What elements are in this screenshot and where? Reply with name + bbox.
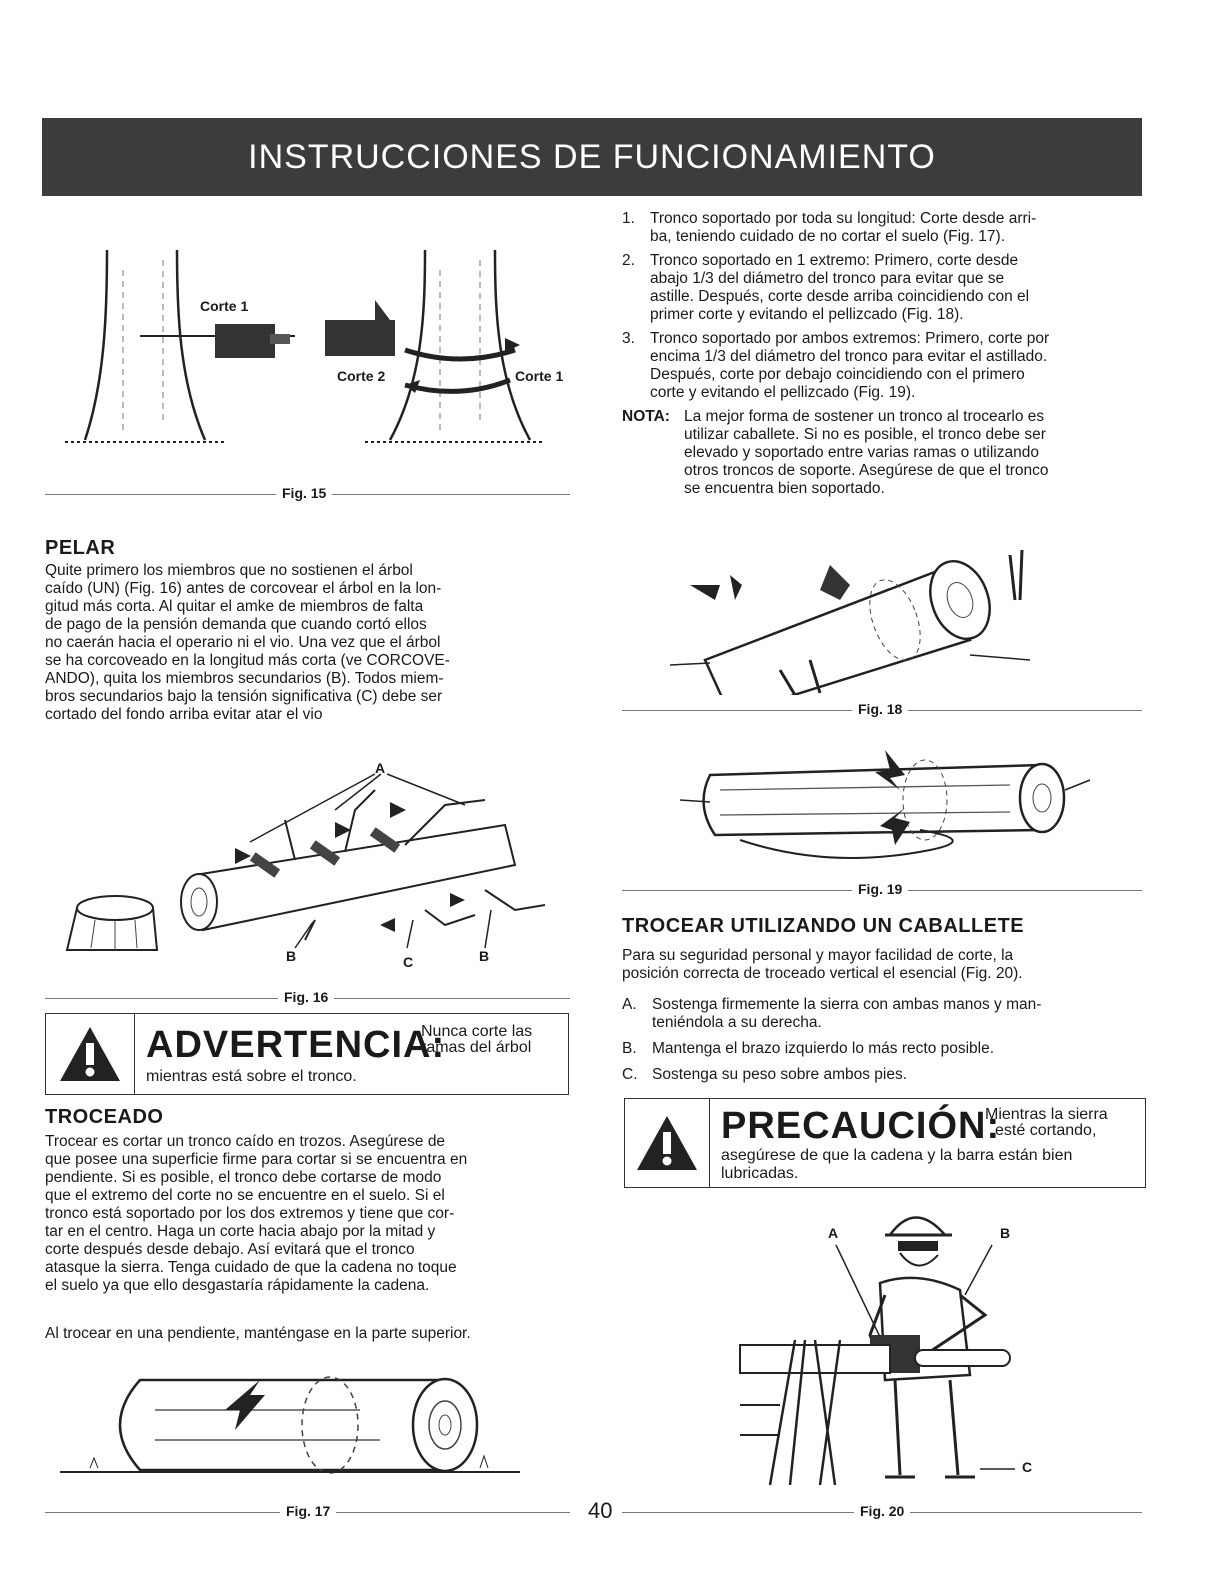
fig17-illustration bbox=[60, 1360, 520, 1490]
advertencia-title: ADVERTENCIA: bbox=[146, 1024, 446, 1066]
item-text bbox=[652, 1066, 907, 1084]
text-line: bros secundarios bajo la tensión significativa (C) debe ser bbox=[45, 688, 443, 705]
nota-block bbox=[622, 408, 1142, 498]
item-text bbox=[652, 1040, 994, 1058]
fig15-label-corte2: Corte 2 bbox=[337, 368, 386, 384]
fig16-label-b-left: B bbox=[286, 948, 297, 964]
advertencia-text-bottom: mientras está sobre el tronco. bbox=[146, 1068, 357, 1085]
fig20-label-c: C bbox=[1022, 1459, 1033, 1475]
text-line: gitud más corta. Al quitar el amke de miembros de falta bbox=[45, 598, 424, 615]
text-line: tar en el centro. Haga un corte hacia abajo por la mitad y bbox=[45, 1223, 436, 1240]
text-line: Tronco soportado por toda su longitud: Corte desde arri- bbox=[650, 210, 1037, 227]
text-line: Sostenga su peso sobre ambos pies. bbox=[652, 1066, 908, 1083]
step-number: 1. bbox=[622, 210, 635, 227]
precaucion-text-bottom bbox=[721, 1147, 1072, 1183]
cutting-steps bbox=[622, 210, 1142, 498]
troceado-heading: TROCEADO bbox=[45, 1106, 164, 1128]
text-line: de pago de la pensión demanda que cuando cortó ellos bbox=[45, 616, 427, 633]
text-line: ba, teniendo cuidado de no cortar el suelo (Fig. 17). bbox=[650, 228, 1006, 245]
fig15-illustration bbox=[45, 250, 590, 455]
item-letter: C. bbox=[622, 1066, 638, 1083]
fig15-label-corte1-right: Corte 1 bbox=[515, 368, 564, 384]
text-line: no caerán hacia el operario ni el vio. Una vez que el árbol bbox=[45, 634, 441, 651]
caballete-item bbox=[622, 1066, 1142, 1084]
fig19-illustration bbox=[680, 730, 1100, 875]
text-line: otros troncos de soporte. Asegúrese de que el tronco bbox=[684, 462, 1049, 479]
fig16-label-b-right: B bbox=[479, 948, 490, 964]
step-text bbox=[650, 210, 1036, 246]
step-text bbox=[650, 252, 1029, 324]
text-line: se encuentra bien soportado. bbox=[684, 480, 885, 497]
fig20-label-a: A bbox=[828, 1225, 839, 1241]
precaucion-title: PRECAUCIÓN: bbox=[721, 1105, 1001, 1147]
text-line: La mejor forma de sostener un tronco al trocearlo es bbox=[684, 408, 1045, 425]
nota-text bbox=[684, 408, 1048, 498]
step-number: 3. bbox=[622, 330, 635, 347]
fig19-drawing bbox=[680, 730, 1100, 875]
text-line: asegúrese de que la cadena y la barra están bien bbox=[721, 1147, 1073, 1164]
pelar-heading: PELAR bbox=[45, 537, 116, 559]
step-item bbox=[622, 252, 1142, 324]
text-line: Sostenga firmemente la sierra con ambas manos y man- bbox=[652, 996, 1042, 1013]
text-line: el suelo ya que ello desgastaría rápidamente la cadena. bbox=[45, 1277, 430, 1294]
caballete-item bbox=[622, 1040, 1142, 1058]
fig18-caption: Fig. 18 bbox=[852, 701, 908, 717]
warning-triangle-icon bbox=[635, 1114, 699, 1172]
step-number: 2. bbox=[622, 252, 635, 269]
text-line: Para su seguridad personal y mayor facilidad de corte, la bbox=[622, 947, 1014, 964]
fig17-drawing bbox=[60, 1360, 520, 1490]
fig17-caption: Fig. 17 bbox=[280, 1503, 336, 1519]
warning-triangle-icon bbox=[58, 1025, 122, 1083]
nota-label: NOTA: bbox=[622, 408, 670, 425]
text-line: tronco está soportado por los dos extremos y tiene que cor- bbox=[45, 1205, 455, 1222]
fig15-caption: Fig. 15 bbox=[276, 485, 332, 501]
caballete-heading: TROCEAR UTILIZANDO UN CABALLETE bbox=[622, 915, 1025, 937]
text-line: abajo 1/3 del diámetro del tronco para evitar que se bbox=[650, 270, 1005, 287]
text-line: corte y evitando el pellizcado (Fig. 19). bbox=[650, 384, 916, 401]
item-text bbox=[652, 996, 1041, 1032]
page-number: 40 bbox=[588, 1498, 613, 1523]
advertencia-warning-box bbox=[45, 1013, 569, 1095]
fig19-caption: Fig. 19 bbox=[852, 881, 908, 897]
text-line: teniéndola a su derecha. bbox=[652, 1014, 822, 1031]
warning-icon-cell bbox=[625, 1099, 710, 1187]
text-line: cortado del fondo arriba evitar atar el vio bbox=[45, 706, 323, 723]
fig16-caption: Fig. 16 bbox=[278, 989, 334, 1005]
text-line: astille. Después, corte desde arriba coincidiendo con el bbox=[650, 288, 1030, 305]
fig16-label-c: C bbox=[403, 954, 414, 970]
fig20-illustration bbox=[720, 1195, 1060, 1495]
text-line: Quite primero los miembros que no sostienen el árbol bbox=[45, 562, 413, 579]
pelar-paragraph bbox=[45, 562, 585, 724]
fig16-drawing bbox=[45, 760, 575, 975]
text-line: Nunca corte las bbox=[421, 1023, 533, 1040]
text-line: Mientras la sierra bbox=[985, 1106, 1108, 1123]
text-line: elevado y soportado entre varias ramas o utilizando bbox=[684, 444, 1039, 461]
text-line: que el extremo del corte no se encuentre en el suelo. Si el bbox=[45, 1187, 445, 1204]
text-line: atasque la sierra. Tenga cuidado de que la cadena no toque bbox=[45, 1259, 457, 1276]
precaucion-text-right bbox=[985, 1107, 1108, 1139]
text-line: Después, corte por debajo coincidiendo con el primero bbox=[650, 366, 1025, 383]
text-line: ANDO), quita los miembros secundarios (B). Todos miem- bbox=[45, 670, 444, 687]
text-line: Tronco soportado en 1 extremo: Primero, corte desde bbox=[650, 252, 1019, 269]
text-line: ramas del árbol bbox=[421, 1039, 532, 1056]
text-line: que posee una superficie firme para cortar si se encuentra en bbox=[45, 1151, 468, 1168]
text-line: pendiente. Si es posible, el tronco debe cortarse de modo bbox=[45, 1169, 442, 1186]
text-line: corte después desde debajo. Así evitará que el tronco bbox=[45, 1241, 415, 1258]
step-item bbox=[622, 210, 1142, 246]
fig18-drawing bbox=[670, 545, 1070, 695]
fig16-label-a: A bbox=[375, 760, 386, 776]
precaucion-warning-box bbox=[624, 1098, 1146, 1188]
text-line: esté cortando, bbox=[995, 1122, 1097, 1139]
text-line: caído (UN) (Fig. 16) antes de corcovear el árbol en la lon- bbox=[45, 580, 442, 597]
page-title: INSTRUCCIONES DE FUNCIONAMIENTO bbox=[248, 137, 936, 176]
text-line: Mantenga el brazo izquierdo lo más recto posible. bbox=[652, 1040, 995, 1057]
header-banner bbox=[42, 118, 1142, 196]
fig20-caption: Fig. 20 bbox=[854, 1503, 910, 1519]
text-line: posición correcta de troceado vertical el esencial (Fig. 20). bbox=[622, 965, 1023, 982]
text-line: encima 1/3 del diámetro del tronco para evitar el astillado. bbox=[650, 348, 1048, 365]
text-line: primer corte y evitando el pellizcado (Fig. 18). bbox=[650, 306, 964, 323]
caballete-intro bbox=[622, 947, 1142, 983]
text-line: lubricadas. bbox=[721, 1165, 799, 1182]
troceado-slope-text: Al trocear en una pendiente, manténgase en la parte superior. bbox=[45, 1325, 471, 1342]
caballete-item bbox=[622, 996, 1142, 1032]
warning-icon-cell bbox=[46, 1014, 135, 1094]
text-line: Tronco soportado por ambos extremos: Primero, corte por bbox=[650, 330, 1050, 347]
step-text bbox=[650, 330, 1049, 402]
fig16-illustration bbox=[45, 760, 575, 975]
text-line: Trocear es cortar un tronco caído en trozos. Asegúrese de bbox=[45, 1133, 446, 1150]
advertencia-text-right bbox=[421, 1024, 532, 1056]
fig20-label-b: B bbox=[1000, 1225, 1011, 1241]
item-letter: A. bbox=[622, 996, 637, 1013]
text-line: utilizar caballete. Si no es posible, el tronco debe ser bbox=[684, 426, 1046, 443]
troceado-paragraph bbox=[45, 1133, 585, 1295]
text-line: se ha corcoveado en la longitud más corta (ve CORCOVE- bbox=[45, 652, 450, 669]
fig18-illustration bbox=[670, 545, 1070, 695]
fig15-label-corte1-left: Corte 1 bbox=[200, 298, 249, 314]
item-letter: B. bbox=[622, 1040, 637, 1057]
step-item bbox=[622, 330, 1142, 402]
caballete-items bbox=[622, 996, 1142, 1084]
fig15-drawing bbox=[45, 250, 590, 455]
